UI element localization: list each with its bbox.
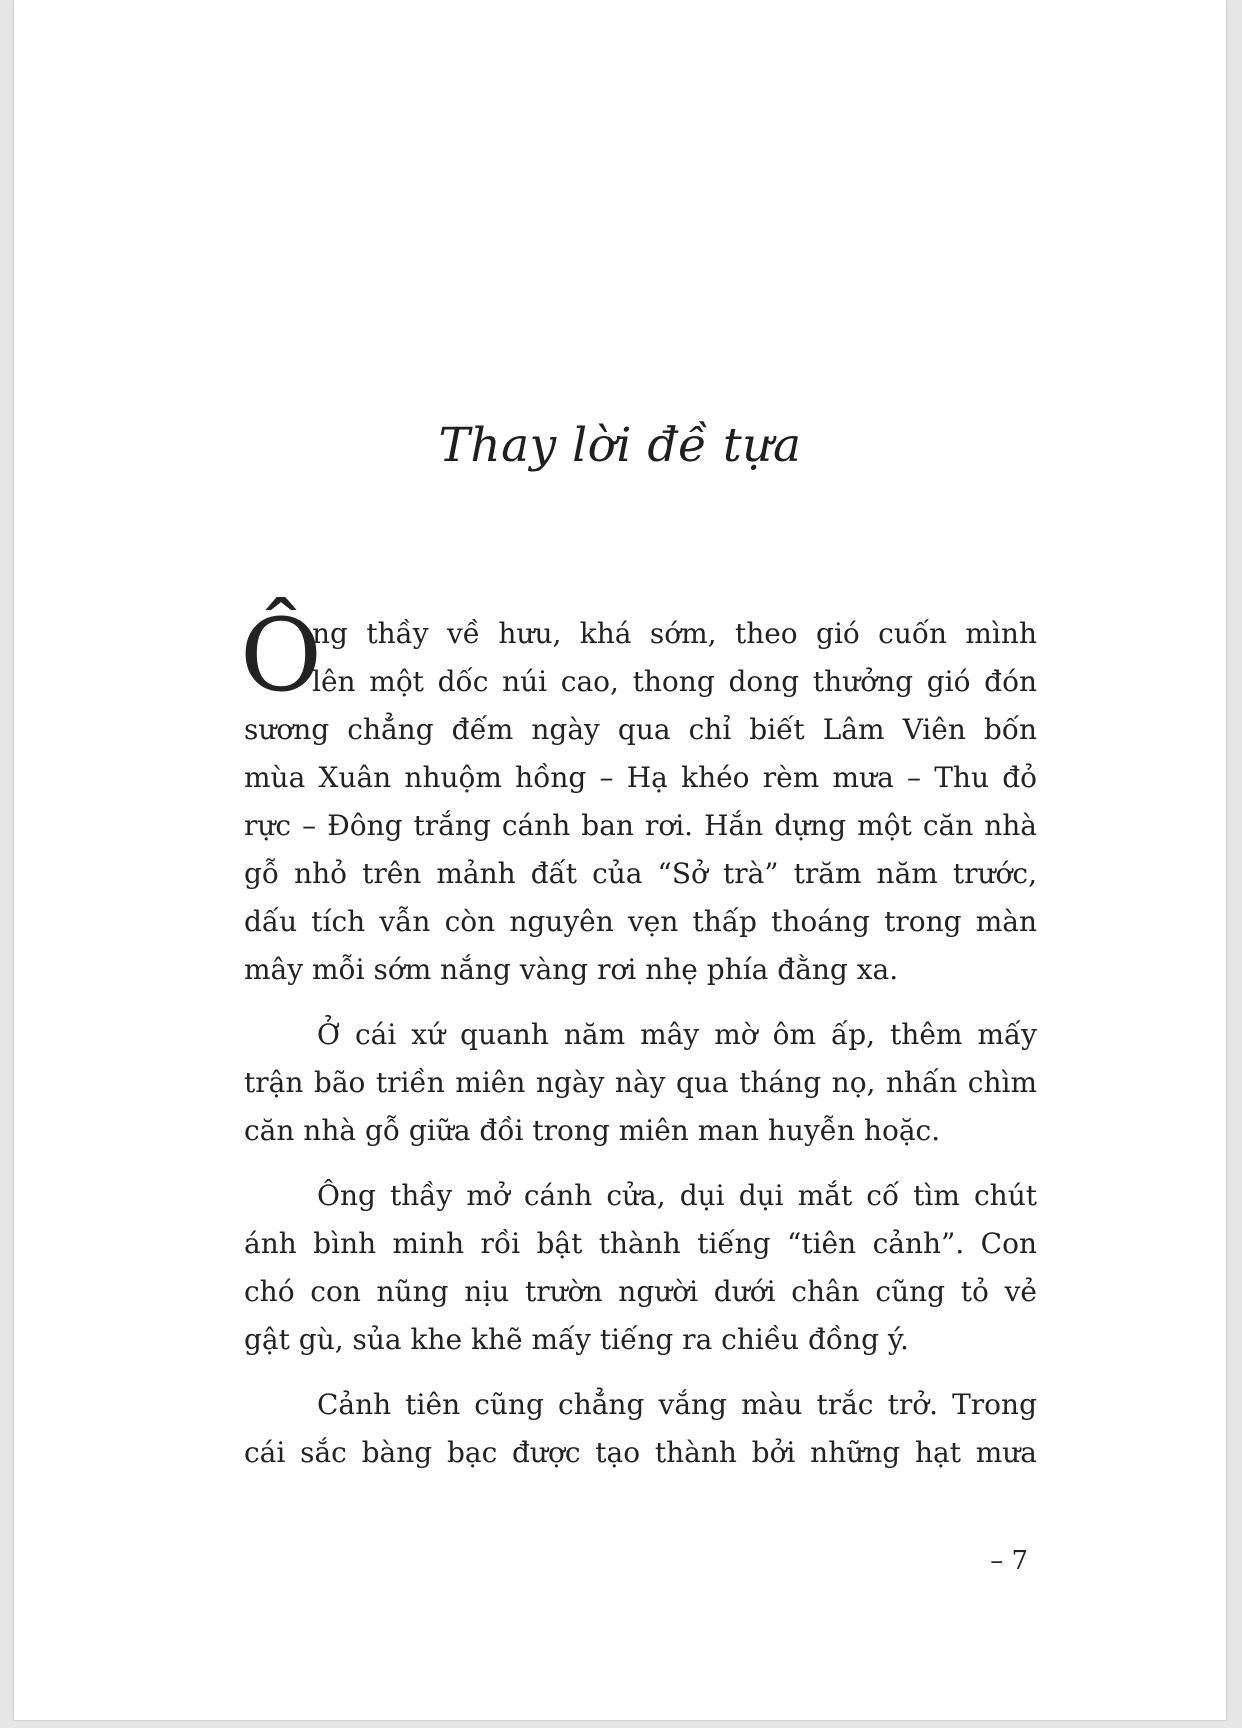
- text-line: trận bão triền miên ngày này qua tháng nọ, nhấn chìm: [244, 1066, 1037, 1099]
- book-page: [14, 0, 1226, 1720]
- text-line: gật gù, sủa khe khẽ mấy tiếng ra chiều đồng ý.: [244, 1323, 909, 1356]
- text-line: Ở cái xứ quanh năm mây mờ ôm ấp, thêm mấy: [317, 1018, 1037, 1051]
- text-line: căn nhà gỗ giữa đồi trong miên man huyễn hoặc.: [244, 1114, 941, 1147]
- text-line: ng thầy về hưu, khá sớm, theo gió cuốn mình: [312, 617, 1037, 650]
- paragraph: [244, 1011, 1037, 1155]
- text-line: gỗ nhỏ trên mảnh đất của “Sở trà” trăm năm trước,: [244, 857, 1037, 890]
- page-number: – 7: [990, 1546, 1028, 1576]
- text-line: rực – Đông trắng cánh ban rơi. Hắn dựng một căn nhà: [244, 809, 1037, 842]
- text-line: chó con nũng nịu trườn người dưới chân cũng tỏ vẻ: [244, 1275, 1037, 1308]
- text-line: lên một dốc núi cao, thong dong thưởng gió đón: [312, 665, 1037, 698]
- text-line: dấu tích vẫn còn nguyên vẹn thấp thoáng trong màn: [244, 905, 1037, 938]
- paragraph: [240, 597, 1037, 994]
- text-line: sương chẳng đếm ngày qua chỉ biết Lâm Viên bốn: [244, 713, 1037, 746]
- text-line: ánh bình minh rồi bật thành tiếng “tiên cảnh”. Con: [244, 1227, 1037, 1260]
- text-line: cái sắc bàng bạc được tạo thành bởi những hạt mưa: [244, 1436, 1037, 1469]
- drop-cap: Ô: [240, 597, 322, 714]
- text-line: Ông thầy mở cánh cửa, dụi dụi mắt cố tìm chút: [317, 1179, 1037, 1212]
- paragraph: [244, 1381, 1037, 1477]
- text-line: mùa Xuân nhuộm hồng – Hạ khéo rèm mưa – Thu đỏ: [244, 761, 1037, 794]
- text-line: Cảnh tiên cũng chẳng vắng màu trắc trở. Trong: [317, 1388, 1037, 1421]
- paragraph: [244, 1172, 1037, 1364]
- text-line: mây mỗi sớm nắng vàng rơi nhẹ phía đằng xa.: [244, 953, 899, 986]
- body-text: [240, 597, 1037, 1494]
- chapter-title: Thay lời đề tựa: [438, 418, 802, 473]
